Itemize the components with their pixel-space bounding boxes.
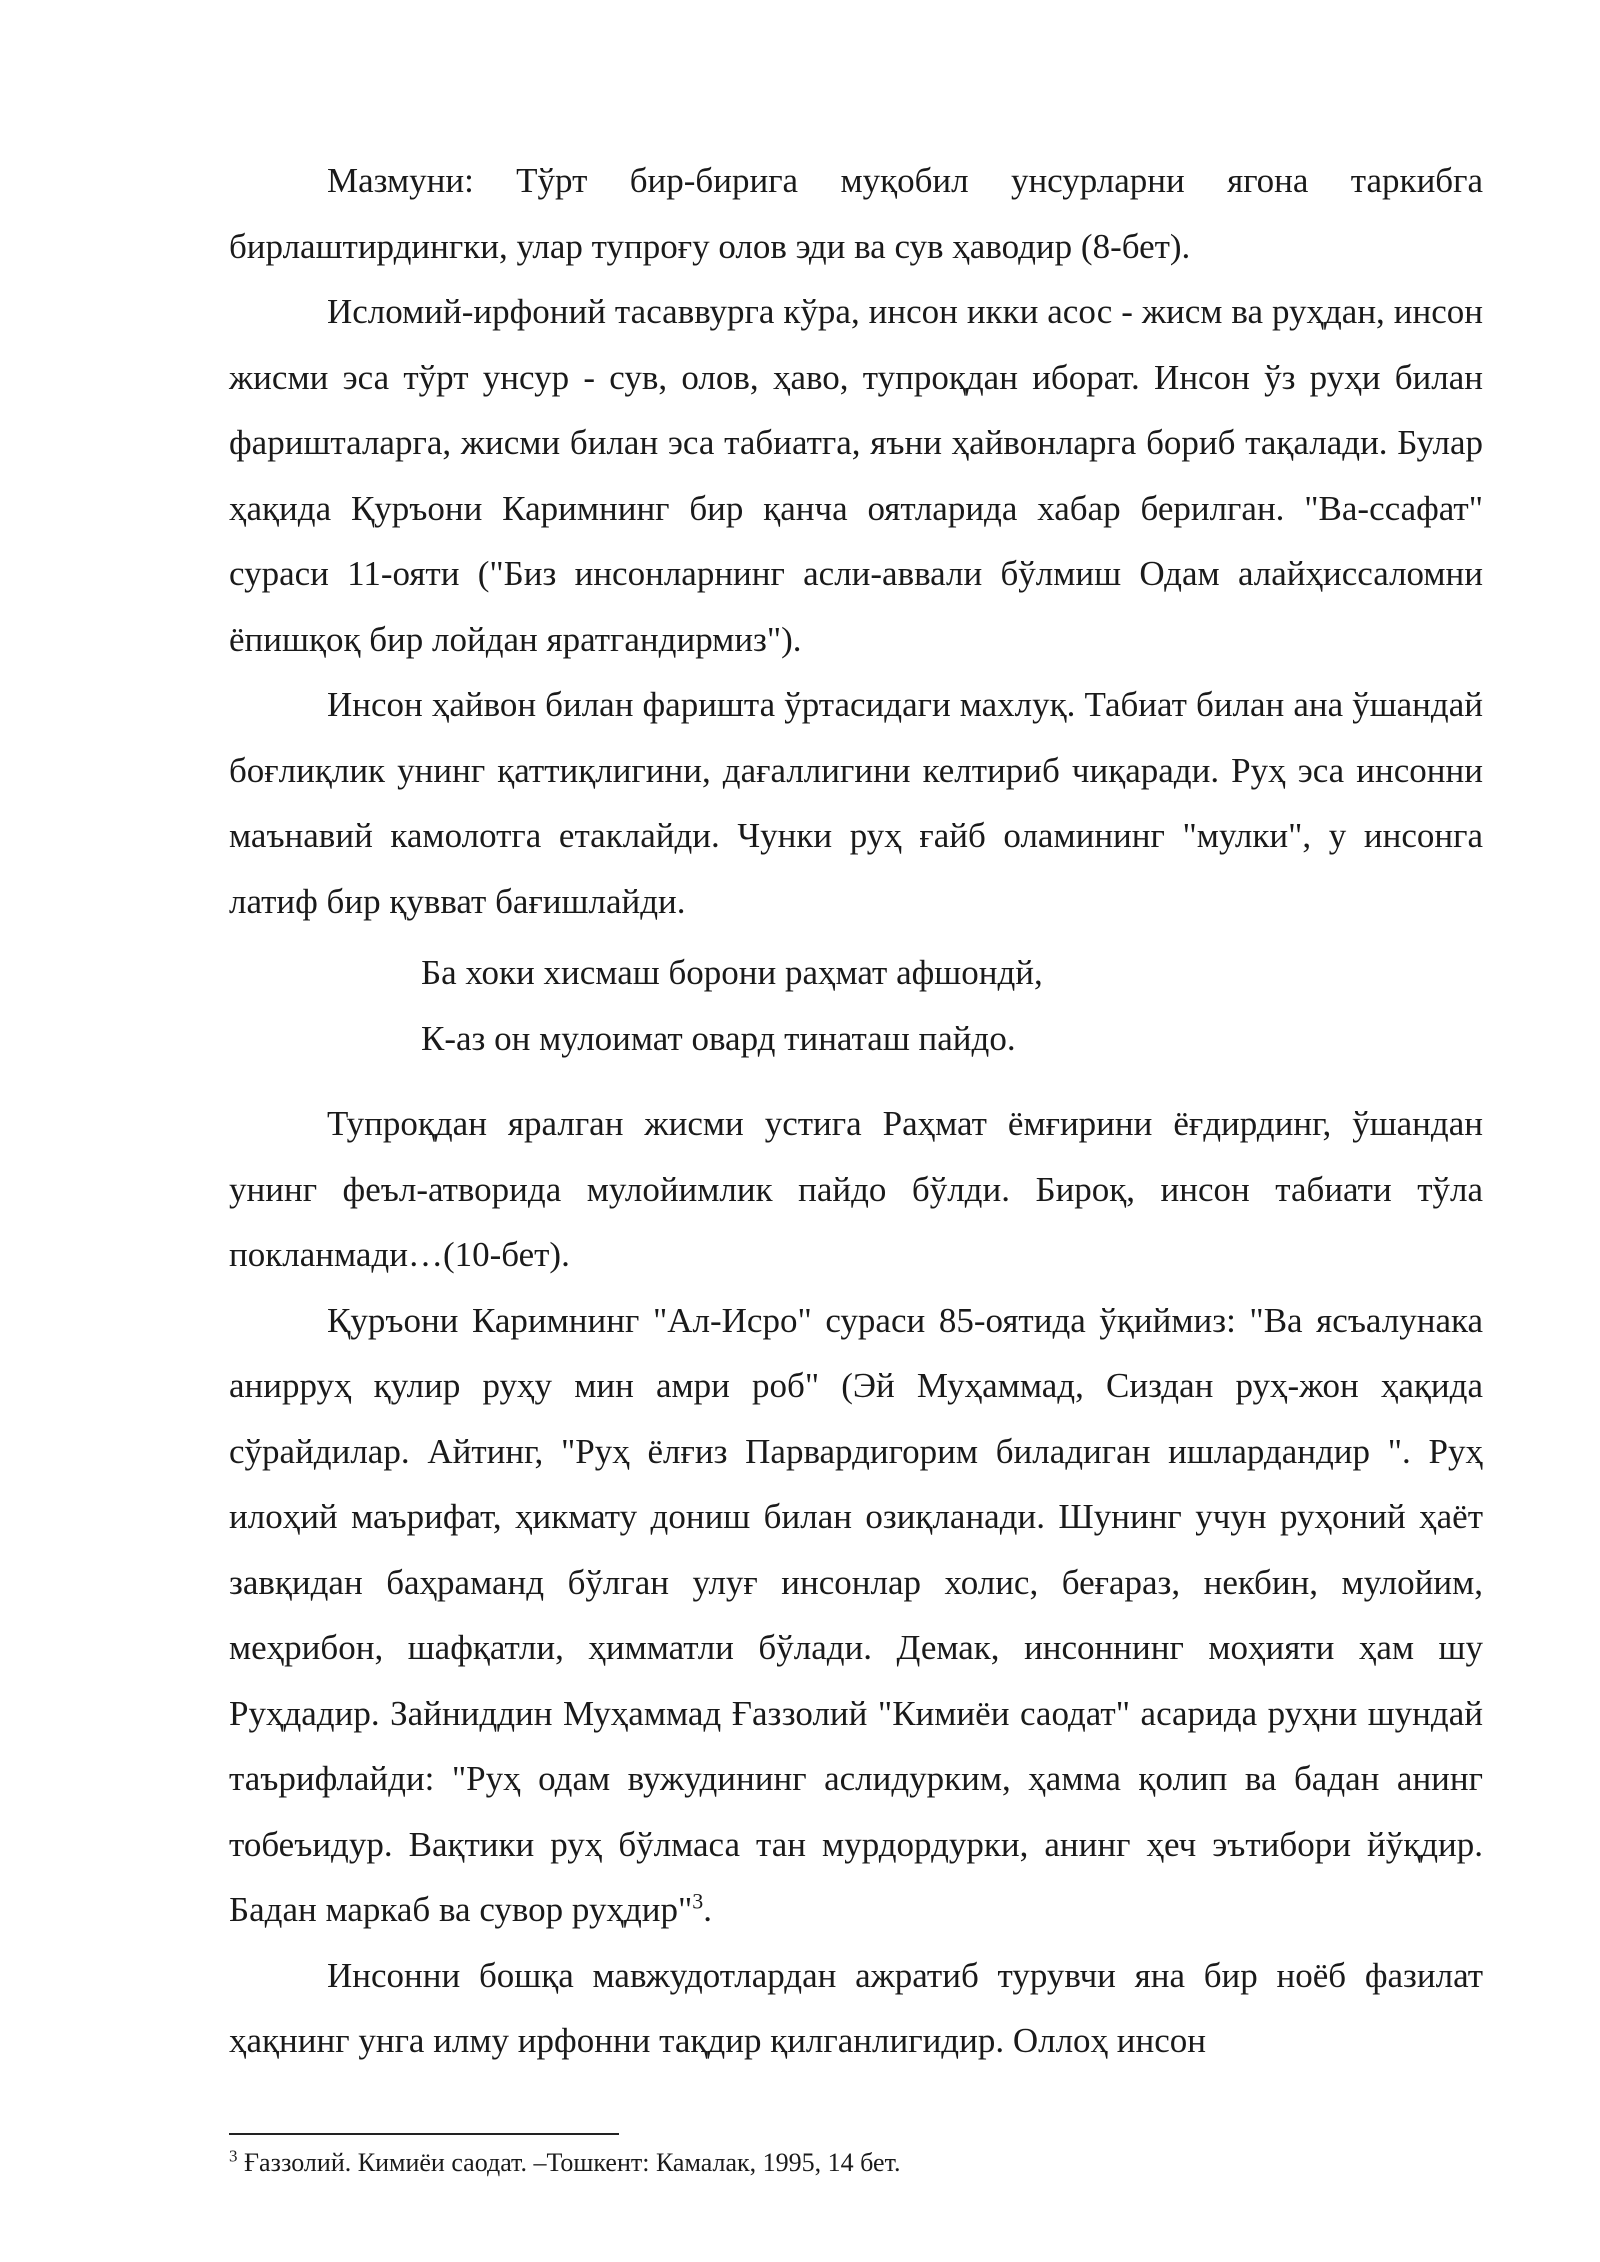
footnote: [229, 2147, 901, 2179]
paragraph-2: Исломий-ирфоний тасаввурга кўра, инсон икки асос - жисм ва руҳдан, инсон жисми эса тўрт унсур - сув, олов, ҳаво, тупроқдан иборат. Инсон ўз руҳи билан фаришталарга, жисми билан эса табиатга, яъни ҳайвонларга бориб тақалади. Булар ҳақида Қуръони Каримнинг бир қанча оятларида хабар берилган. "Ва-ссафат" сураси 11-ояти ("Биз инсонларнинг асли-аввали бўлмиш Одам алайҳиссаломни ёпишқоқ бир лойдан яратгандирмиз").: [229, 292, 1483, 659]
verse-line-1: Ба хоки хисмаш борони раҳмат афшондй,: [421, 953, 1043, 992]
document-page: [229, 148, 1483, 2074]
footnote-number: 3: [229, 2146, 238, 2166]
paragraph-1: Мазмуни: Тўрт бир-бирига муқобил унсурларни ягона таркибга бирлаштирдингки, улар тупроғу олов эди ва сув ҳаводир (8-бет).: [229, 161, 1483, 266]
footnote-divider: [229, 2133, 619, 2135]
paragraph-5-end: .: [703, 1890, 713, 1929]
paragraph-5-text: Қуръони Каримнинг "Ал-Исро" сураси 85-оятида ўқиймиз: "Ва ясъалунака анирруҳ қулир руҳу мин амри роб" (Эй Муҳаммад, Сиздан руҳ-жон ҳақида сўрайдилар. Айтинг, "Руҳ ёлғиз Парвардигорим биладиган ишлардандир ". Руҳ илоҳий маърифат, ҳикмату дониш билан озиқланади. Шунинг учун руҳоний ҳаёт завқидан баҳраманд бўлган улуғ инсонлар холис, беғараз, некбин, мулойим, меҳрибон, шафқатли, ҳимматли бўлади. Демак, инсоннинг моҳияти ҳам шу Руҳдадир. Зайниддин Муҳаммад Ғаззолий "Кимиёи саодат" асарида руҳни шундай таърифлайди: "Руҳ одам вужудининг аслидурким, ҳамма қолип ва бадан анинг тобеъидур. Вақтики руҳ бўлмаса тан мурдордурки, анинг ҳеч эътибори йўқдир. Бадан маркаб ва сувор руҳдир": [229, 1300, 1483, 1929]
paragraph-5: [229, 1288, 1483, 1943]
verse-line-2: К-аз он мулоимат овард тинаташ пайдо.: [421, 1018, 1016, 1058]
footnote-reference: 3: [692, 1888, 704, 1914]
paragraph-4: Тупроқдан яралган жисми устига Раҳмат ёмғирини ёғдирдинг, ўшандан унинг феъл-атворида мулойимлик пайдо бўлди. Бироқ, инсон табиати тўла покланмади…(10-бет).: [229, 1104, 1483, 1274]
footnote-text: Ғаззолий. Кимиёи саодат. –Тошкент: Камалак, 1995, 14 бет.: [244, 2148, 901, 2177]
paragraph-3: Инсон ҳайвон билан фаришта ўртасидаги махлуқ. Табиат билан ана ўшандай боғлиқлик унинг қаттиқлигини, дағаллигини келтириб чиқаради. Руҳ эса инсонни маънавий камолотга етаклайди. Чунки руҳ ғайб оламининг "мулки", у инсонга латиф бир қувват бағишлайди.: [229, 685, 1483, 921]
paragraph-6: Инсонни бошқа мавжудотлардан ажратиб турувчи яна бир ноёб фазилат ҳақнинг унга илму ирфонни тақдир қилганлигидир. Оллоҳ инсон: [229, 1955, 1483, 2060]
